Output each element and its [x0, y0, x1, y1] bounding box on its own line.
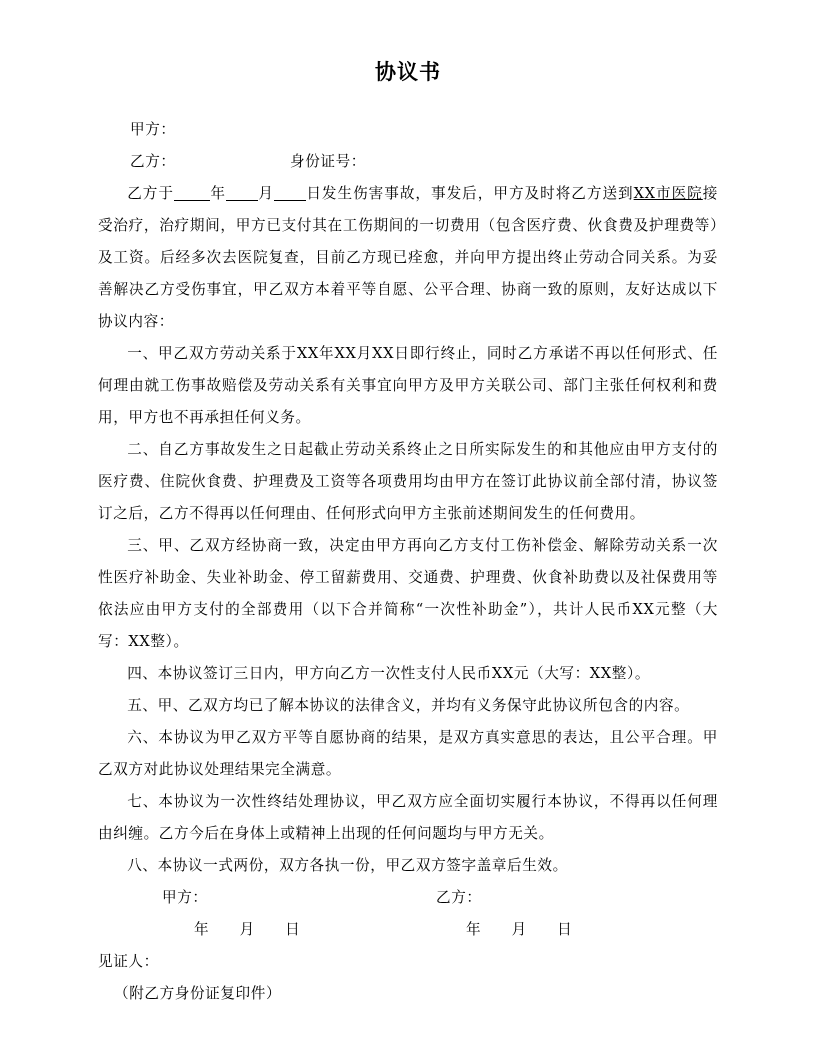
attachment-note: （附乙方身份证复印件）	[114, 985, 282, 1002]
party-b-row	[98, 146, 718, 178]
signature-party-b: 乙方：	[436, 889, 482, 906]
signature-date-b: 年 月 日	[466, 921, 573, 938]
intro-text-mid: 日发生伤害事故，事发后，甲方及时将乙方送到	[305, 185, 634, 202]
document-title: 协议书	[375, 59, 441, 84]
intro-text-start: 乙方于	[127, 185, 174, 202]
witness-row	[98, 946, 718, 978]
signature-row	[98, 882, 718, 914]
clause-8: 八、本协议一式两份，双方各执一份，甲乙双方签字盖章后生效。	[127, 857, 568, 874]
clause-2: 二、自乙方事故发生之日起截止劳动关系终止之日所实际发生的和其他应由甲方支付的医疗费、住院伙食费、护理费及工资等各项费用均由甲方在签订此协议前全部付清，协议签订之后，乙方不得再以任何理由、任何形式向甲方主张前述期间发生的任何费用。	[98, 441, 718, 522]
signature-party-a: 甲方：	[162, 889, 208, 906]
intro-text-tail: 接受治疗，治疗期间，甲方已支付其在工伤期间的一切费用（包含医疗费、伙食费及护理费等）及工资。后经多次去医院复查，目前乙方现已痊愈，并向甲方提出终止劳动合同关系。为妥善解决乙方受伤事宜，甲乙双方本着平等自愿、公平合理、协商一致的原则，友好达成以下协议内容：	[98, 185, 718, 330]
clause-6: 六、本协议为甲乙双方平等自愿协商的结果，是双方真实意思的表达，且公平合理。甲乙双方对此协议处理结果完全满意。	[98, 729, 718, 778]
party-a-row	[98, 114, 718, 146]
clause-1: 一、甲乙双方劳动关系于XX年XX月XX日即行终止，同时乙方承诺不再以任何形式、任何理由就工伤事故赔偿及劳动关系有关事宜向甲方及甲方关联公司、部门主张任何权利和费用，甲方也不再承担任何义务。	[98, 345, 718, 426]
signature-date-a: 年 月 日	[194, 921, 301, 938]
intro-paragraph	[98, 178, 718, 338]
clause-4: 四、本协议签订三日内，甲方向乙方一次性支付人民币XX元（大写：XX整）。	[127, 665, 651, 682]
month-blank	[226, 182, 258, 201]
party-b-label: 乙方：	[130, 153, 176, 170]
date-row	[98, 914, 718, 946]
clause-5: 五、甲、乙双方均已了解本协议的法律含义，并均有义务保守此协议所包含的内容。	[127, 697, 690, 714]
party-a-label: 甲方：	[130, 121, 176, 138]
attachment-row	[98, 978, 718, 1010]
id-number-label: 身份证号：	[290, 153, 366, 170]
clause-3: 三、甲、乙双方经协商一致，决定由甲方再向乙方支付工伤补偿金、解除劳动关系一次性医疗补助金、失业补助金、停工留薪费用、交通费、护理费、伙食补助费以及社保费用等依法应由甲方支付的全部费用（以下合并简称“一次性补助金”），共计人民币XX元整（大写：XX整）。	[98, 537, 718, 650]
clause-7: 七、本协议为一次性终结处理协议，甲乙双方应全面切实履行本协议，不得再以任何理由纠缠。乙方今后在身体上或精神上出现的任何问题均与甲方无关。	[98, 793, 718, 842]
day-blank	[274, 182, 306, 201]
document-body	[98, 114, 718, 1010]
witness-label: 见证人：	[98, 953, 159, 970]
intro-year-label: 年	[209, 185, 226, 202]
hospital-name: XX市医院	[633, 185, 703, 202]
year-blank	[174, 182, 210, 201]
intro-month-label: 月	[257, 185, 274, 202]
